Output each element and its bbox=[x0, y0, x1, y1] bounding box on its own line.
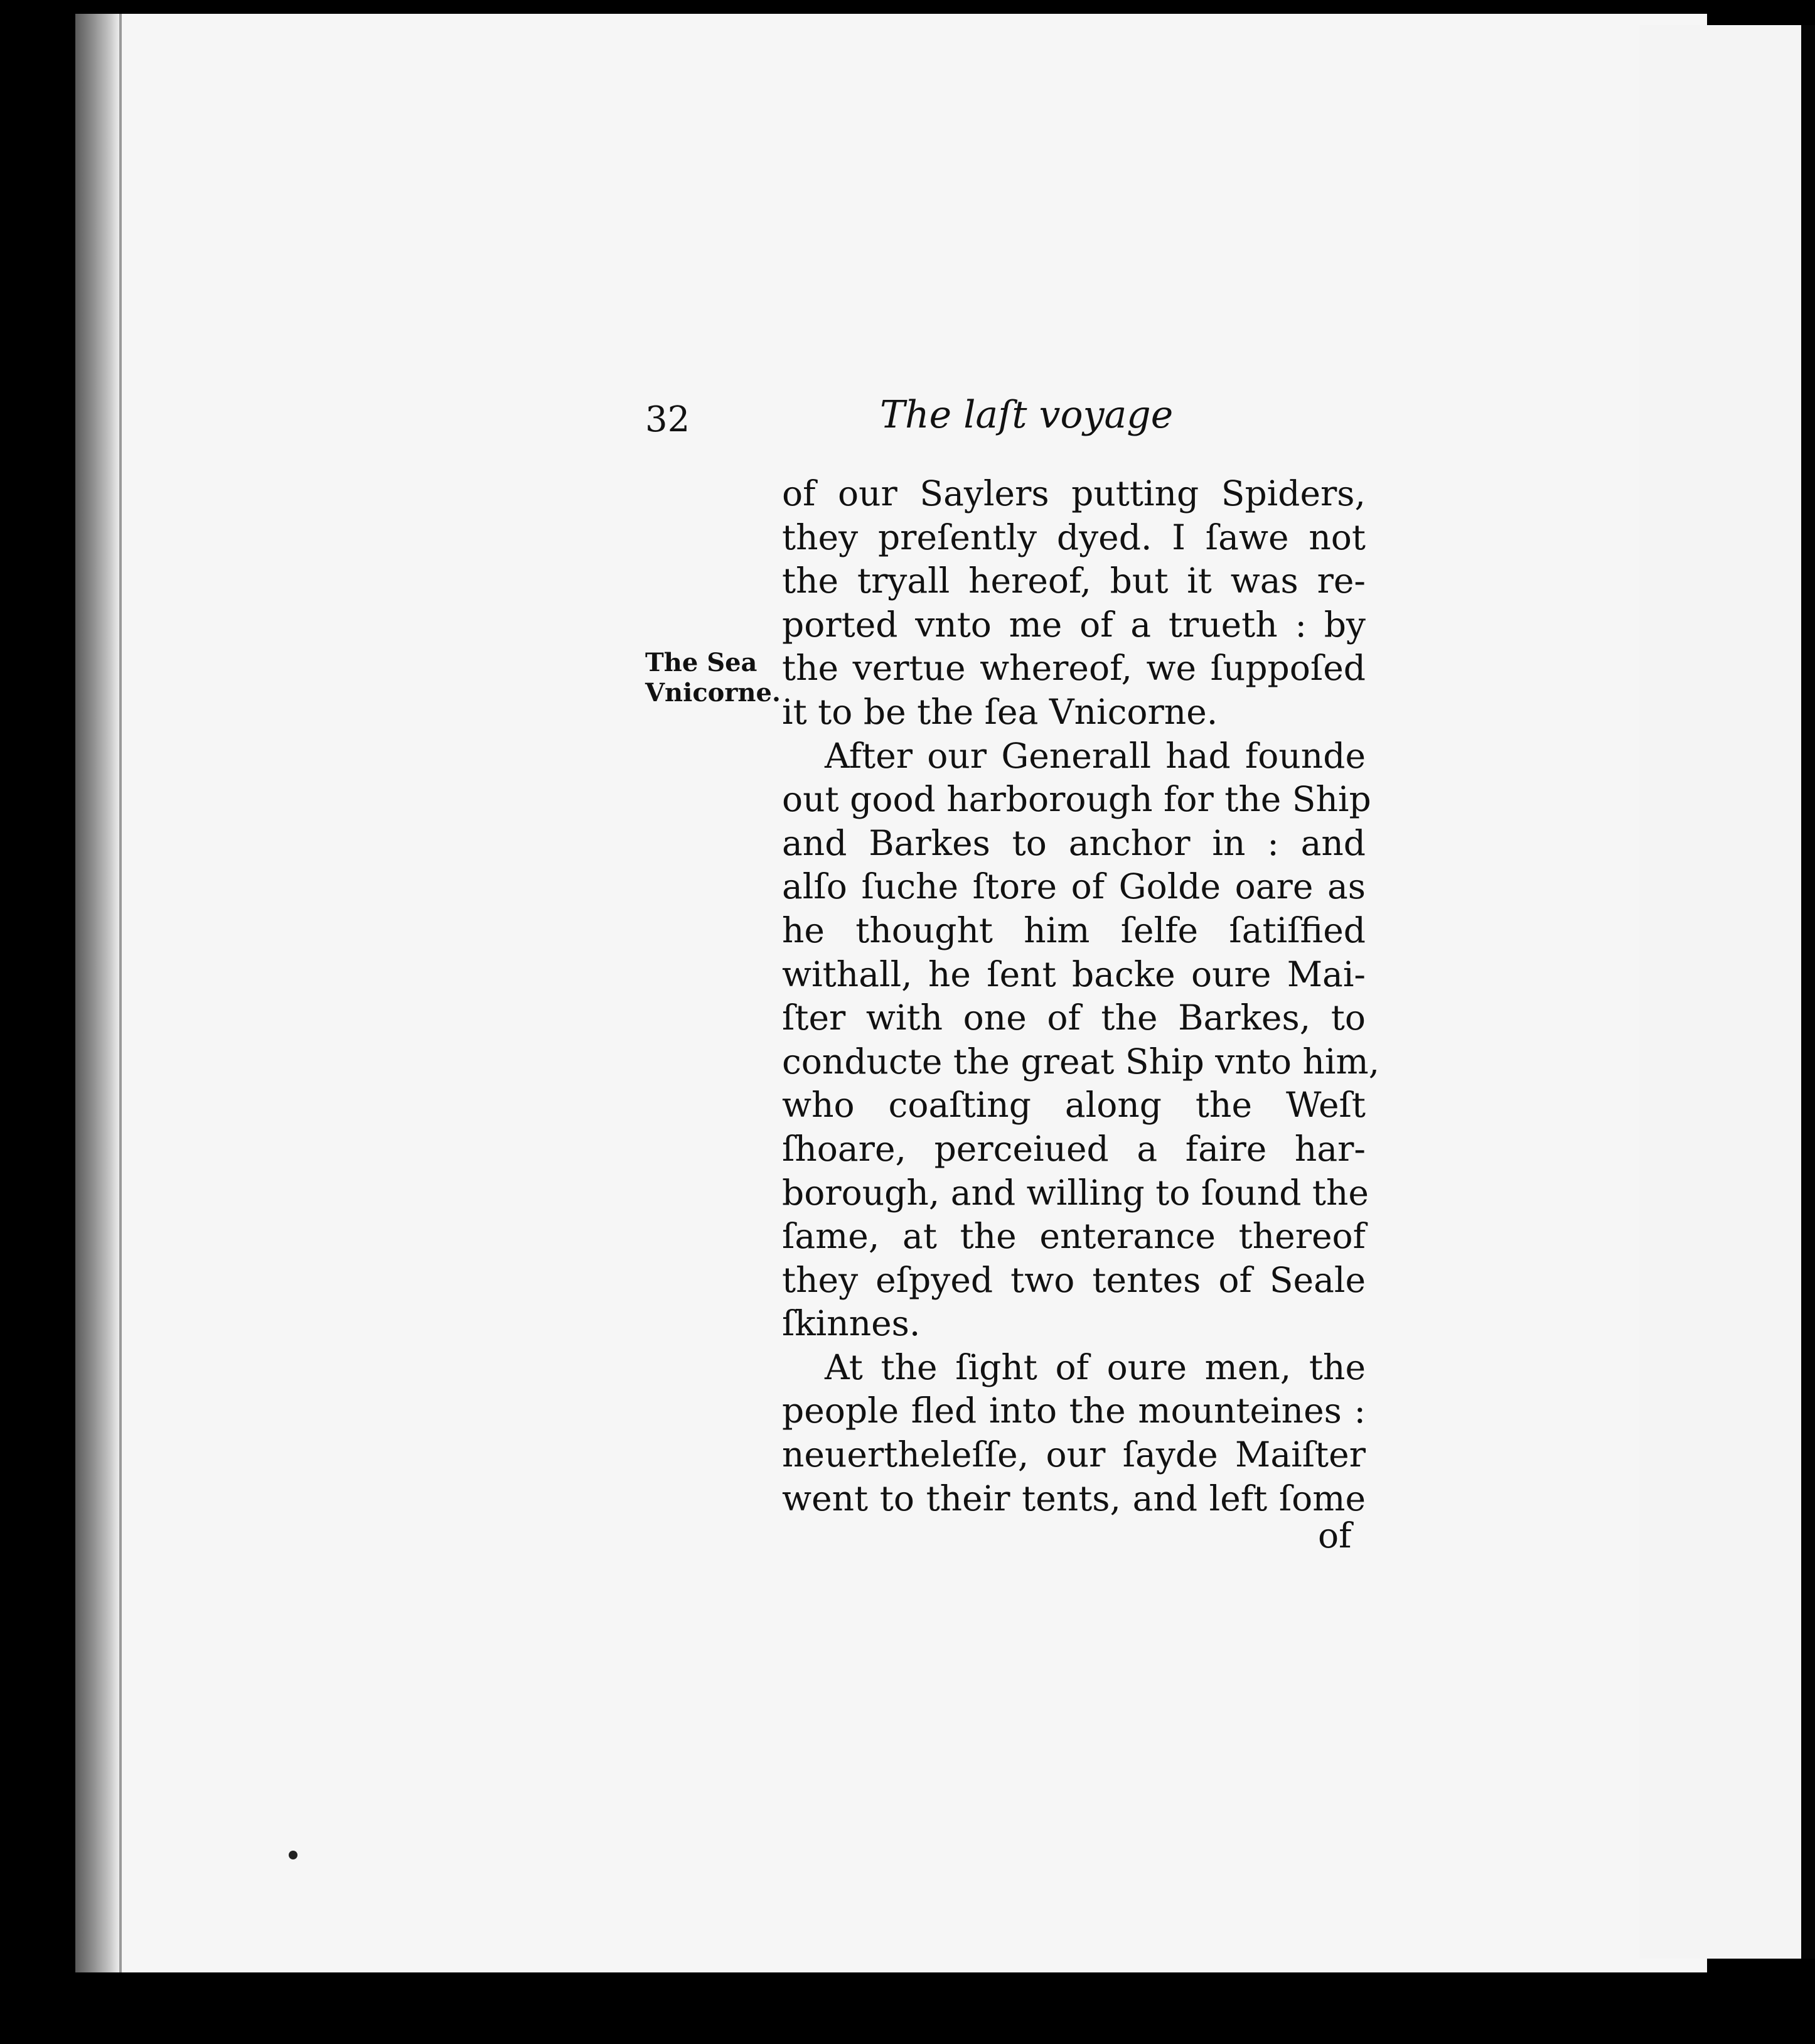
page-number: 32 bbox=[645, 399, 690, 440]
marginal-note-line: Vnicorne. bbox=[645, 678, 781, 707]
adjacent-leaf-edge bbox=[1801, 25, 1815, 1959]
body-text bbox=[782, 472, 1380, 1520]
marginal-note-line: The Sea bbox=[645, 648, 758, 677]
text-line: neuertheleſſe, our ſayde Maiſter bbox=[782, 1434, 1366, 1475]
text-line: ſkinnes. bbox=[782, 1303, 921, 1344]
running-head: The laſt voyage bbox=[880, 393, 1174, 437]
binding-edge-line bbox=[119, 14, 122, 1972]
text-line: went to their tents, and left ſome bbox=[782, 1478, 1366, 1519]
catchword: of bbox=[1318, 1515, 1352, 1556]
text-line: ſame, at the enterance thereof bbox=[782, 1216, 1366, 1257]
text-line: the vertue whereof, we ſuppoſed bbox=[782, 648, 1366, 689]
text-line: he thought him ſelfe ſatiſfied bbox=[782, 910, 1366, 950]
book-leaf bbox=[75, 14, 1707, 1972]
binding-edge bbox=[75, 14, 119, 1972]
text-line: borough, and willing to ſound the bbox=[782, 1172, 1369, 1213]
ink-speck bbox=[289, 1851, 297, 1859]
text-line: ſhoare, perceiued a faire har- bbox=[782, 1128, 1366, 1169]
text-line: they eſpyed two tentes of Seale bbox=[782, 1259, 1366, 1300]
text-line: out good harborough for the Ship bbox=[782, 779, 1371, 820]
adjacent-leaf bbox=[1639, 25, 1802, 1959]
text-line: who coaſting along the Weſt bbox=[782, 1085, 1366, 1126]
text-line: conducte the great Ship vnto him, bbox=[782, 1041, 1380, 1082]
marginal-note bbox=[645, 648, 781, 708]
text-line: of our Saylers putting Spiders, bbox=[782, 473, 1366, 514]
text-line: After our Generall had founde bbox=[825, 735, 1366, 776]
text-line: and Barkes to anchor in : and bbox=[782, 822, 1366, 863]
text-line: it to be the ſea Vnicorne. bbox=[782, 691, 1218, 732]
text-line: the tryall hereof, but it was re- bbox=[782, 561, 1366, 601]
text-line: people fled into the mounteines : bbox=[782, 1390, 1366, 1431]
text-line: they preſently dyed. I ſawe not bbox=[782, 517, 1366, 557]
text-line: withall, he ſent backe oure Mai- bbox=[782, 954, 1366, 994]
text-line: At the ſight of oure men, the bbox=[825, 1347, 1366, 1387]
text-line: ſter with one of the Barkes, to bbox=[782, 998, 1366, 1038]
text-line: ported vnto me of a trueth : by bbox=[782, 604, 1366, 645]
text-line: alſo ſuche ſtore of Golde oare as bbox=[782, 866, 1366, 907]
